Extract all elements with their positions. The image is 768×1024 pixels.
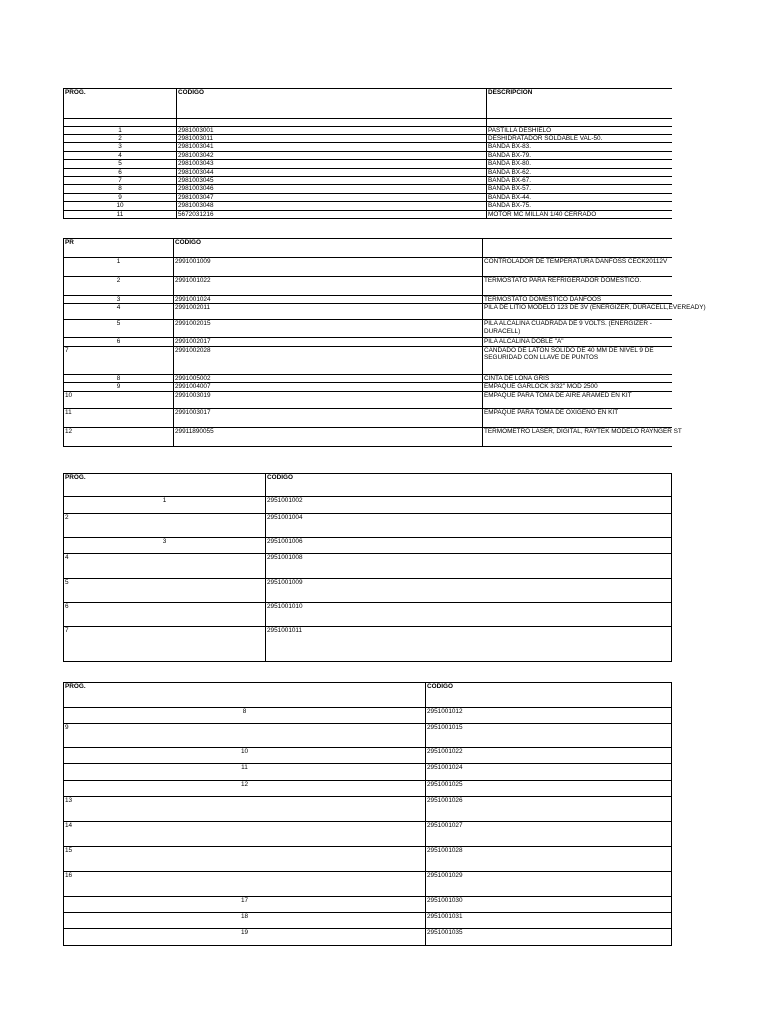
table-row — [64, 210, 672, 218]
header-prog: PROG. — [64, 474, 266, 497]
desc-cell: MOTOR MC MILLAN 1/40 CERRADO — [487, 210, 672, 218]
table-row — [64, 764, 672, 781]
prog-cell: 7 — [64, 627, 266, 662]
header-descripcion — [483, 239, 672, 258]
codigo-cell: 2991002017 — [174, 338, 483, 346]
codigo-cell: 2951001030 — [426, 897, 672, 913]
table-row — [64, 554, 672, 579]
table-row — [64, 391, 672, 408]
prog-cell: 13 — [64, 797, 426, 822]
codigo-cell: 2991002028 — [174, 346, 483, 374]
table-row — [64, 579, 672, 603]
prog-cell: 5 — [64, 320, 174, 338]
header-prog: PR — [64, 239, 174, 258]
codigo-cell: 2991002015 — [174, 320, 483, 338]
prog-cell: 3 — [64, 143, 177, 151]
table-row — [64, 497, 672, 514]
desc-cell: TERMOSTATO PARA REFRIGERADOR DOMESTICO. — [483, 277, 672, 296]
codigo-cell: 2981003042 — [177, 151, 487, 159]
table-4 — [63, 682, 672, 946]
desc-cell: BANDA BX-83. — [487, 143, 672, 151]
table-row — [64, 202, 672, 210]
table-row — [64, 134, 672, 142]
desc-cell: PILA ALCALINA DOBLE "A" — [483, 338, 672, 346]
codigo-cell: 2981003011 — [177, 134, 487, 142]
table-row — [64, 296, 672, 304]
table-row — [64, 897, 672, 913]
desc-cell: CANDADO DE LATON SOLIDO DE 40 MM DE NIVEL 9 DE SEGURIDAD CON LLAVE DE PUNTOS — [483, 346, 672, 374]
table-1 — [63, 88, 672, 219]
header-codigo: CÓDIGO — [266, 474, 672, 497]
prog-cell: 2 — [64, 134, 177, 142]
prog-cell: 1 — [64, 258, 174, 277]
table-row — [64, 708, 672, 724]
table-row — [64, 160, 672, 168]
prog-cell: 19 — [64, 929, 426, 946]
header-codigo: CÓDIGO — [174, 239, 483, 258]
codigo-cell: 2951001028 — [426, 847, 672, 872]
desc-cell: TERMOSTATO DOMESTICO DANFOOS — [483, 296, 672, 304]
desc-cell: PILA ALCALINA CUADRADA DE 9 VOLTS. (ENERGIZER - DURACELL) — [483, 320, 672, 338]
prog-cell: 9 — [64, 193, 177, 201]
prog-cell: 8 — [64, 708, 426, 724]
header-codigo: CÓDIGO — [177, 89, 487, 119]
codigo-cell: 2951001004 — [266, 514, 672, 538]
table-row — [64, 538, 672, 554]
desc-cell: BANDA BX-67. — [487, 176, 672, 184]
prog-cell: 11 — [64, 764, 426, 781]
codigo-cell: 2951001025 — [426, 781, 672, 797]
codigo-cell: 2981003001 — [177, 126, 487, 134]
prog-cell: 12 — [64, 427, 174, 446]
prog-cell: 8 — [64, 185, 177, 193]
prog-cell: 7 — [64, 176, 177, 184]
codigo-cell: 2991001009 — [174, 258, 483, 277]
table-row — [64, 304, 672, 320]
table-row — [64, 277, 672, 296]
prog-cell: 12 — [64, 781, 426, 797]
prog-cell: 14 — [64, 822, 426, 847]
codigo-cell: 2951001026 — [426, 797, 672, 822]
desc-cell: BANDA BX-57. — [487, 185, 672, 193]
table-row — [64, 603, 672, 627]
table-row — [64, 724, 672, 748]
table-row — [64, 383, 672, 391]
table-row — [64, 748, 672, 764]
prog-cell: 5 — [64, 579, 266, 603]
codigo-cell: 2951001006 — [266, 538, 672, 554]
prog-cell: 6 — [64, 338, 174, 346]
desc-cell: BANDA BX-79. — [487, 151, 672, 159]
table-row — [64, 346, 672, 374]
codigo-cell: 2981003048 — [177, 202, 487, 210]
prog-cell: 10 — [64, 391, 174, 408]
codigo-cell: 2981003047 — [177, 193, 487, 201]
table-row — [64, 338, 672, 346]
codigo-cell: 2951001009 — [266, 579, 672, 603]
table-row — [64, 320, 672, 338]
codigo-cell: 2991005002 — [174, 374, 483, 382]
prog-cell: 5 — [64, 160, 177, 168]
codigo-cell: 2951001008 — [266, 554, 672, 579]
prog-cell: 10 — [64, 202, 177, 210]
codigo-cell: 2981003045 — [177, 176, 487, 184]
table-row — [64, 176, 672, 184]
header-descripcion: DESCRIPCIÓN — [487, 89, 672, 119]
codigo-cell: 2991004007 — [174, 383, 483, 391]
prog-cell: 9 — [64, 383, 174, 391]
prog-cell: 9 — [64, 724, 426, 748]
prog-cell: 4 — [64, 151, 177, 159]
prog-cell: 8 — [64, 374, 174, 382]
table-row — [64, 143, 672, 151]
table-row — [64, 193, 672, 201]
prog-cell: 2 — [64, 277, 174, 296]
codigo-cell: 2981003043 — [177, 160, 487, 168]
table-row — [64, 847, 672, 872]
codigo-cell: 2951001035 — [426, 929, 672, 946]
desc-cell: BANDA BX-44. — [487, 193, 672, 201]
codigo-cell: 2981003044 — [177, 168, 487, 176]
codigo-cell: 2991001024 — [174, 296, 483, 304]
table-row — [64, 185, 672, 193]
table-row — [64, 929, 672, 946]
prog-cell: 3 — [64, 296, 174, 304]
header-codigo: CÓDIGO — [426, 683, 672, 708]
prog-cell: 17 — [64, 897, 426, 913]
table-row — [64, 627, 672, 662]
prog-cell: 4 — [64, 304, 174, 320]
prog-cell: 6 — [64, 168, 177, 176]
desc-cell: DESHIDRATADOR SOLDABLE VAL-50. — [487, 134, 672, 142]
codigo-cell: 2991002011 — [174, 304, 483, 320]
desc-cell: BANDA BX-75. — [487, 202, 672, 210]
codigo-cell: 2951001031 — [426, 913, 672, 929]
desc-cell: BANDA BX-62. — [487, 168, 672, 176]
prog-cell: 11 — [64, 210, 177, 218]
table-row — [64, 374, 672, 382]
desc-cell: CINTA DE LONA GRIS — [483, 374, 672, 382]
prog-cell: 15 — [64, 847, 426, 872]
table-row — [64, 168, 672, 176]
prog-cell: 1 — [64, 497, 266, 514]
codigo-cell: 2981003046 — [177, 185, 487, 193]
prog-cell: 2 — [64, 514, 266, 538]
table-row — [64, 913, 672, 929]
prog-cell: 7 — [64, 346, 174, 374]
desc-cell: TERMOMETRO LASER, DIGITAL, RAYTEK MODELO RAYNGER ST — [483, 427, 672, 446]
codigo-cell: 2951001011 — [266, 627, 672, 662]
prog-cell: 11 — [64, 408, 174, 427]
table-row — [64, 258, 672, 277]
codigo-cell: 5672031216 — [177, 210, 487, 218]
desc-cell: EMPAQUE GARLOCK 3/32" MOD 2500 — [483, 383, 672, 391]
prog-cell: 3 — [64, 538, 266, 554]
table-row — [64, 872, 672, 897]
codigo-cell: 2951001010 — [266, 603, 672, 627]
codigo-cell: 2991003017 — [174, 408, 483, 427]
codigo-cell: 2951001027 — [426, 822, 672, 847]
header-prog: PROG. — [64, 683, 426, 708]
codigo-cell: 2951001024 — [426, 764, 672, 781]
codigo-cell: 2951001015 — [426, 724, 672, 748]
codigo-cell: 2991003019 — [174, 391, 483, 408]
prog-cell: 16 — [64, 872, 426, 897]
desc-cell: EMPAQUE PARA TOMA DE AIRE ARAMED EN KIT — [483, 391, 672, 408]
codigo-cell: 2951001029 — [426, 872, 672, 897]
table-row — [64, 514, 672, 538]
prog-cell: 6 — [64, 603, 266, 627]
table-3 — [63, 473, 672, 662]
table-row — [64, 781, 672, 797]
desc-cell: EMPAQUE PARA TOMA DE OXIGENO EN KIT — [483, 408, 672, 427]
codigo-cell: 2951001002 — [266, 497, 672, 514]
table-row — [64, 408, 672, 427]
desc-cell: PASTILLA DESHIELO — [487, 126, 672, 134]
table-row — [64, 427, 672, 446]
header-prog: PROG. — [64, 89, 177, 119]
table-row — [64, 151, 672, 159]
codigo-cell: 2951001022 — [426, 748, 672, 764]
codigo-cell: 2951001012 — [426, 708, 672, 724]
desc-cell: PILA DE LITIO MODELO 123 DE 3V (ENERGIZER, DURACELL,EVEREADY) — [483, 304, 672, 320]
desc-cell: BANDA BX-80. — [487, 160, 672, 168]
prog-cell: 1 — [64, 126, 177, 134]
table-row — [64, 822, 672, 847]
table-row — [64, 797, 672, 822]
prog-cell: 10 — [64, 748, 426, 764]
table-2 — [63, 238, 706, 447]
codigo-cell: 2981003041 — [177, 143, 487, 151]
prog-cell: 18 — [64, 913, 426, 929]
codigo-cell: 2991001022 — [174, 277, 483, 296]
table-row — [64, 126, 672, 134]
desc-cell: CONTROLADOR DE TEMPERATURA DANFOSS CECK20112V — [483, 258, 672, 277]
prog-cell: 4 — [64, 554, 266, 579]
codigo-cell: 29911890055 — [174, 427, 483, 446]
